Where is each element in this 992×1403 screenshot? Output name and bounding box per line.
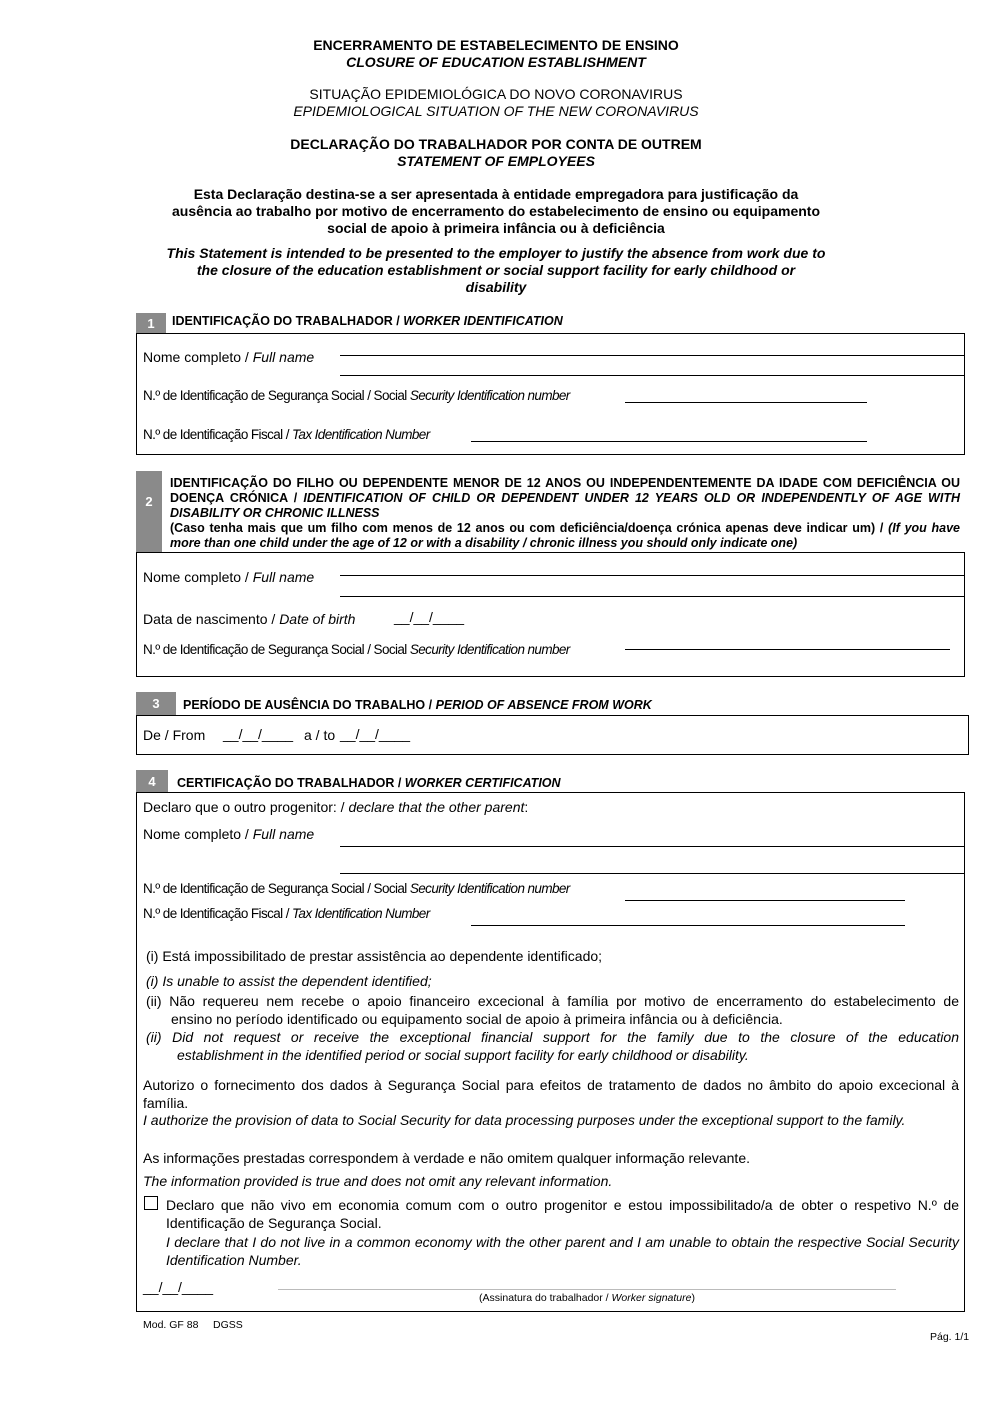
worker-name-line-1[interactable] (340, 355, 965, 356)
subtitle-en: EPIDEMIOLOGICAL SITUATION OF THE NEW CORONAVIRUS (293, 103, 699, 119)
section-2-number: 2 (136, 471, 162, 552)
child-name-line-2[interactable] (340, 596, 965, 597)
section-3-number: 3 (136, 692, 176, 715)
section-1-number: 1 (136, 313, 166, 333)
subtitle-pt: SITUAÇÃO EPIDEMIOLÓGICA DO NOVO CORONAVIRUS (309, 86, 683, 102)
intro-en-line-3: disability (465, 279, 527, 295)
child-name-line-1[interactable] (340, 575, 965, 576)
section-3-title: PERÍODO DE AUSÊNCIA DO TRABALHO / PERIOD OF ABSENCE FROM WORK (183, 698, 652, 712)
form-model: Mod. GF 88 DGSS (143, 1319, 243, 1331)
item-ii-en-line-1: (ii) Did not request or receive the exceptional financial support for the family due to the closure of the education (146, 1029, 959, 1045)
section-4-number: 4 (136, 770, 168, 792)
declaration-title-pt: DECLARAÇÃO DO TRABALHADOR POR CONTA DE OUTREM (290, 136, 702, 152)
absence-to-field[interactable]: __/__/____ (340, 726, 411, 742)
absence-from-label: De / From (143, 727, 206, 743)
absence-to-label: a / to (304, 727, 336, 743)
declare-other-parent: Declaro que o outro progenitor: / declare that the other parent: (143, 799, 529, 815)
child-name-label: Nome completo / Full name (143, 569, 315, 585)
signature-date-field[interactable]: __/__/____ (143, 1279, 214, 1295)
parent-ss-line[interactable] (625, 900, 905, 901)
parent-name-label: Nome completo / Full name (143, 826, 315, 842)
intro-en-line-1: This Statement is intended to be presented to the employer to justify the absence from work due to (166, 245, 826, 261)
intro-en-line-2: the closure of the education establishment or social support facility for early childhood or (196, 262, 796, 278)
item-i-en: (i) Is unable to assist the dependent identified; (146, 973, 432, 989)
child-ss-line[interactable] (625, 649, 950, 650)
authorize-en: I authorize the provision of data to Social Security for data processing purposes under the exceptional support to the family. (143, 1112, 906, 1128)
parent-name-line-2[interactable] (340, 873, 965, 874)
signature-line[interactable] (278, 1289, 896, 1290)
worker-name-label: Nome completo / Full name (143, 349, 315, 365)
parent-name-line-1[interactable] (340, 846, 965, 847)
section-2-title: IDENTIFICAÇÃO DO FILHO OU DEPENDENTE MENOR DE 12 ANOS OU INDEPENDENTEMENTE DA IDADE COM DEFICIÊNCIA OU DOENÇA CRÓNICA / IDENTIFICATION OF CHILD OR DEPENDENT UNDER 12 YEARS OLD OR INDEPENDENTLY OF AGE WITH DISABILITY OR CHRONIC ILLNESS (Caso tenha mais que um filho com menos de 12 anos ou com deficiência/doença crónica apenas deve indicar um) / (If you have more than one child under the age of 12 or with a disability / chronic illness you should only indicate one) (170, 476, 961, 550)
intro-pt-line-1: Esta Declaração destina-se a ser apresentada à entidade empregadora para justificação da (193, 186, 799, 202)
truth-en: The information provided is true and does not omit any relevant information. (143, 1173, 613, 1189)
worker-tax-label: N.º de Identificação Fiscal / Tax Identification Number (143, 427, 430, 442)
worker-tax-line[interactable] (471, 441, 867, 442)
child-ss-label: N.º de Identificação de Segurança Social / Social Security Identification number (143, 642, 570, 657)
authorize-pt: Autorizo o fornecimento dos dados à Segurança Social para efeitos de tratamento de dados no âmbito do apoio excecional à família. (143, 1077, 959, 1111)
item-ii-pt-line-1: (ii) Não requereu nem recebe o apoio financeiro excecional à família por motivo de encerramento do estabelecimento de (146, 993, 959, 1009)
parent-tax-line[interactable] (471, 925, 905, 926)
child-dob-label: Data de nascimento / Date of birth (143, 611, 356, 627)
no-common-economy-pt: Declaro que não vivo em economia comum com o outro progenitor e estou impossibilitado/a de obter o respetivo N.º de Identificação de Segurança Social. (166, 1197, 959, 1231)
intro-pt-line-2: ausência ao trabalho por motivo de encerramento do estabelecimento de ensino ou equipamento (171, 203, 821, 219)
item-i-pt: (i) Está impossibilitado de prestar assistência ao dependente identificado; (146, 948, 603, 964)
parent-ss-label: N.º de Identificação de Segurança Social / Social Security Identification number (143, 881, 570, 896)
absence-from-field[interactable]: __/__/____ (223, 726, 294, 742)
no-common-economy-en: I declare that I do not live in a common economy with the other parent and I am unable to obtain the respective Social Security Identification Number. (166, 1234, 959, 1268)
worker-name-line-2[interactable] (340, 375, 965, 376)
page-number: Pág. 1/1 (930, 1331, 970, 1343)
child-dob-field[interactable]: __/__/____ (394, 609, 465, 625)
section-1-title: IDENTIFICAÇÃO DO TRABALHADOR / WORKER IDENTIFICATION (172, 314, 563, 328)
parent-tax-label: N.º de Identificação Fiscal / Tax Identification Number (143, 906, 430, 921)
section-4-title: CERTIFICAÇÃO DO TRABALHADOR / WORKER CERTIFICATION (177, 776, 561, 790)
item-ii-pt-line-2: ensino no período identificado ou equipamento social de apoio à primeira infância ou à deficiência. (171, 1011, 783, 1027)
title-pt: ENCERRAMENTO DE ESTABELECIMENTO DE ENSINO (313, 37, 679, 53)
item-ii-en-line-2: establishment in the identified period or social support facility for early childhood or disability. (177, 1047, 749, 1063)
no-common-economy-checkbox[interactable] (144, 1196, 158, 1210)
truth-pt: As informações prestadas correspondem à verdade e não omitem qualquer informação relevante. (143, 1150, 750, 1166)
worker-ss-line[interactable] (625, 402, 867, 403)
intro-pt-line-3: social de apoio à primeira infância ou à deficiência (327, 220, 665, 236)
worker-ss-label: N.º de Identificação de Segurança Social / Social Security Identification number (143, 388, 570, 403)
signature-caption: (Assinatura do trabalhador / Worker signature) (479, 1292, 695, 1304)
title-en: CLOSURE OF EDUCATION ESTABLISHMENT (346, 54, 646, 70)
declaration-title-en: STATEMENT OF EMPLOYEES (397, 153, 595, 169)
